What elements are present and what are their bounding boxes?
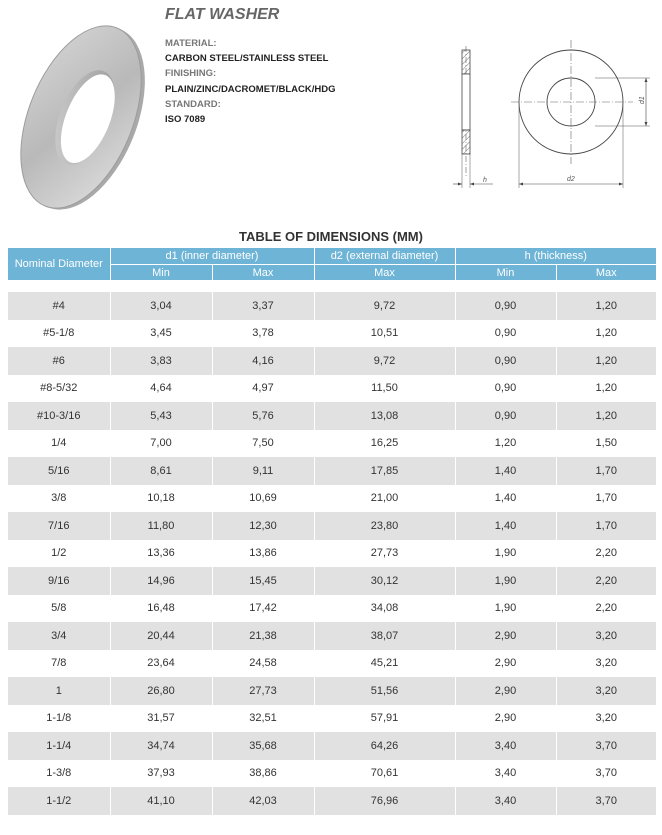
- cell-d1-max: 15,45: [212, 567, 314, 595]
- table-row: [8, 320, 656, 348]
- cell-d2-max: 10,51: [314, 320, 455, 348]
- dimensions-table: [8, 248, 656, 815]
- cell-h-min: 0,90: [455, 375, 556, 403]
- cell-d1-max: 35,68: [212, 732, 314, 760]
- h-label: h: [483, 177, 487, 184]
- cell-d2-max: 23,80: [314, 512, 455, 540]
- header-d1-min: Min: [110, 265, 212, 281]
- cell-nominal-diameter: 1-3/8: [8, 760, 110, 788]
- cell-d1-min: 34,74: [110, 732, 212, 760]
- cell-d1-min: 11,80: [110, 512, 212, 540]
- cell-nominal-diameter: #6: [8, 347, 110, 375]
- cell-nominal-diameter: #4: [8, 292, 110, 320]
- cell-d2-max: 27,73: [314, 540, 455, 568]
- cell-h-min: 1,20: [455, 430, 556, 458]
- table-row: [8, 677, 656, 705]
- cell-d1-max: 3,78: [212, 320, 314, 348]
- material-label: MATERIAL:: [165, 38, 217, 49]
- technical-drawing: [445, 36, 657, 192]
- cell-d1-max: 13,86: [212, 540, 314, 568]
- cell-d1-min: 8,61: [110, 457, 212, 485]
- cell-d1-max: 3,37: [212, 292, 314, 320]
- cell-nominal-diameter: 1-1/2: [8, 787, 110, 815]
- cell-h-max: 1,20: [556, 292, 656, 320]
- cell-d1-min: 13,36: [110, 540, 212, 568]
- cell-d2-max: 45,21: [314, 650, 455, 678]
- cell-d1-max: 42,03: [212, 787, 314, 815]
- cell-d1-min: 4,64: [110, 375, 212, 403]
- cell-d1-min: 20,44: [110, 622, 212, 650]
- cell-d1-max: 4,16: [212, 347, 314, 375]
- washer-photo: [14, 20, 149, 215]
- cell-h-min: 1,40: [455, 485, 556, 513]
- table-row: [8, 512, 656, 540]
- cell-h-min: 1,90: [455, 540, 556, 568]
- cell-h-max: 2,20: [556, 595, 656, 623]
- cell-d1-min: 41,10: [110, 787, 212, 815]
- cell-h-min: 1,40: [455, 457, 556, 485]
- cell-d2-max: 30,12: [314, 567, 455, 595]
- cell-d1-max: 38,86: [212, 760, 314, 788]
- cell-d2-max: 34,08: [314, 595, 455, 623]
- table-row: [8, 540, 656, 568]
- table-row: [8, 760, 656, 788]
- cell-d2-max: 51,56: [314, 677, 455, 705]
- table-row: [8, 292, 656, 320]
- cell-d1-max: 12,30: [212, 512, 314, 540]
- table-row: [8, 402, 656, 430]
- cell-h-min: 2,90: [455, 650, 556, 678]
- cell-d1-max: 7,50: [212, 430, 314, 458]
- cell-h-min: 1,90: [455, 595, 556, 623]
- header-nominal-diameter: Nominal Diameter: [8, 248, 110, 281]
- cell-d1-min: 3,45: [110, 320, 212, 348]
- standard-value: ISO 7089: [165, 114, 206, 126]
- spec-block: [165, 36, 335, 127]
- cell-d2-max: 38,07: [314, 622, 455, 650]
- cell-d1-min: 23,64: [110, 650, 212, 678]
- cell-nominal-diameter: 1/4: [8, 430, 110, 458]
- cell-d2-max: 64,26: [314, 732, 455, 760]
- cell-nominal-diameter: #8-5/32: [8, 375, 110, 403]
- cell-d1-min: 10,18: [110, 485, 212, 513]
- cell-d1-min: 5,43: [110, 402, 212, 430]
- table-title: TABLE OF DIMENSIONS (MM): [239, 229, 423, 244]
- header-h-max: Max: [556, 265, 656, 281]
- cell-h-max: 3,20: [556, 622, 656, 650]
- cell-d1-min: 31,57: [110, 705, 212, 733]
- table-row: [8, 787, 656, 815]
- cell-h-min: 3,40: [455, 760, 556, 788]
- cell-h-min: 2,90: [455, 622, 556, 650]
- cell-nominal-diameter: 7/16: [8, 512, 110, 540]
- cell-d2-max: 9,72: [314, 347, 455, 375]
- cell-d1-min: 3,83: [110, 347, 212, 375]
- cell-d1-min: 14,96: [110, 567, 212, 595]
- cell-d1-max: 9,11: [212, 457, 314, 485]
- cell-h-max: 2,20: [556, 567, 656, 595]
- cell-h-max: 1,50: [556, 430, 656, 458]
- header-d1: d1 (inner diameter): [110, 248, 314, 265]
- side-view: [453, 46, 493, 188]
- cell-h-max: 1,70: [556, 512, 656, 540]
- header-h-min: Min: [455, 265, 556, 281]
- cell-d2-max: 70,61: [314, 760, 455, 788]
- cell-nominal-diameter: 3/8: [8, 485, 110, 513]
- finishing-label: FINISHING:: [165, 68, 217, 80]
- table-row: [8, 430, 656, 458]
- cell-d1-min: 16,48: [110, 595, 212, 623]
- table-row: [8, 347, 656, 375]
- cell-nominal-diameter: 9/16: [8, 567, 110, 595]
- cell-h-min: 0,90: [455, 292, 556, 320]
- cell-nominal-diameter: 1-1/4: [8, 732, 110, 760]
- cell-nominal-diameter: #5-1/8: [8, 320, 110, 348]
- cell-h-max: 3,70: [556, 787, 656, 815]
- header-d2-max: Max: [314, 265, 455, 281]
- cell-nominal-diameter: #10-3/16: [8, 402, 110, 430]
- d2-label: d2: [567, 176, 575, 183]
- cell-d2-max: 57,91: [314, 705, 455, 733]
- cell-d1-max: 10,69: [212, 485, 314, 513]
- standard-label: STANDARD:: [165, 98, 221, 110]
- header-h: h (thickness): [455, 248, 656, 265]
- cell-d2-max: 17,85: [314, 457, 455, 485]
- cell-d1-max: 17,42: [212, 595, 314, 623]
- table-row: [8, 732, 656, 760]
- header-d1-max: Max: [212, 265, 314, 281]
- cell-h-max: 1,70: [556, 485, 656, 513]
- cell-d2-max: 13,08: [314, 402, 455, 430]
- cell-nominal-diameter: 3/4: [8, 622, 110, 650]
- table-row: [8, 567, 656, 595]
- cell-h-min: 1,90: [455, 567, 556, 595]
- cell-nominal-diameter: 1/2: [8, 540, 110, 568]
- cell-h-max: 1,20: [556, 375, 656, 403]
- cell-d1-max: 24,58: [212, 650, 314, 678]
- cell-h-min: 0,90: [455, 402, 556, 430]
- cell-d1-min: 37,93: [110, 760, 212, 788]
- cell-d1-max: 32,51: [212, 705, 314, 733]
- cell-nominal-diameter: 1: [8, 677, 110, 705]
- cell-h-max: 3,70: [556, 732, 656, 760]
- cell-nominal-diameter: 5/16: [8, 457, 110, 485]
- cell-h-min: 1,40: [455, 512, 556, 540]
- product-title: FLAT WASHER: [165, 6, 280, 23]
- cell-h-min: 3,40: [455, 787, 556, 815]
- table-row: [8, 485, 656, 513]
- cell-h-max: 1,20: [556, 320, 656, 348]
- cell-d1-min: 7,00: [110, 430, 212, 458]
- cell-d2-max: 76,96: [314, 787, 455, 815]
- table-row: [8, 622, 656, 650]
- cell-d2-max: 9,72: [314, 292, 455, 320]
- cell-h-max: 3,20: [556, 677, 656, 705]
- table-row: [8, 595, 656, 623]
- material-value: CARBON STEEL/STAINLESS STEEL: [165, 53, 329, 65]
- cell-h-max: 3,20: [556, 705, 656, 733]
- cell-h-min: 2,90: [455, 705, 556, 733]
- cell-nominal-diameter: 5/8: [8, 595, 110, 623]
- cell-h-max: 3,20: [556, 650, 656, 678]
- d1-label: d1: [639, 96, 646, 104]
- cell-d1-max: 5,76: [212, 402, 314, 430]
- cell-d2-max: 11,50: [314, 375, 455, 403]
- front-view: [511, 40, 650, 188]
- cell-h-min: 0,90: [455, 320, 556, 348]
- cell-nominal-diameter: 1-1/8: [8, 705, 110, 733]
- cell-h-max: 1,70: [556, 457, 656, 485]
- cell-d1-max: 4,97: [212, 375, 314, 403]
- cell-h-max: 1,20: [556, 347, 656, 375]
- cell-d2-max: 21,00: [314, 485, 455, 513]
- cell-d1-max: 21,38: [212, 622, 314, 650]
- table-row: [8, 457, 656, 485]
- cell-h-min: 2,90: [455, 677, 556, 705]
- cell-h-min: 3,40: [455, 732, 556, 760]
- header-d2: d2 (external diameter): [314, 248, 455, 265]
- cell-d1-min: 26,80: [110, 677, 212, 705]
- cell-h-max: 3,70: [556, 760, 656, 788]
- cell-d1-min: 3,04: [110, 292, 212, 320]
- table-row: [8, 375, 656, 403]
- cell-nominal-diameter: 7/8: [8, 650, 110, 678]
- cell-h-max: 2,20: [556, 540, 656, 568]
- cell-h-max: 1,20: [556, 402, 656, 430]
- table-row: [8, 705, 656, 733]
- cell-d2-max: 16,25: [314, 430, 455, 458]
- cell-d1-max: 27,73: [212, 677, 314, 705]
- table-row: [8, 650, 656, 678]
- cell-h-min: 0,90: [455, 347, 556, 375]
- finishing-value: PLAIN/ZINC/DACROMET/BLACK/HDG: [165, 83, 336, 95]
